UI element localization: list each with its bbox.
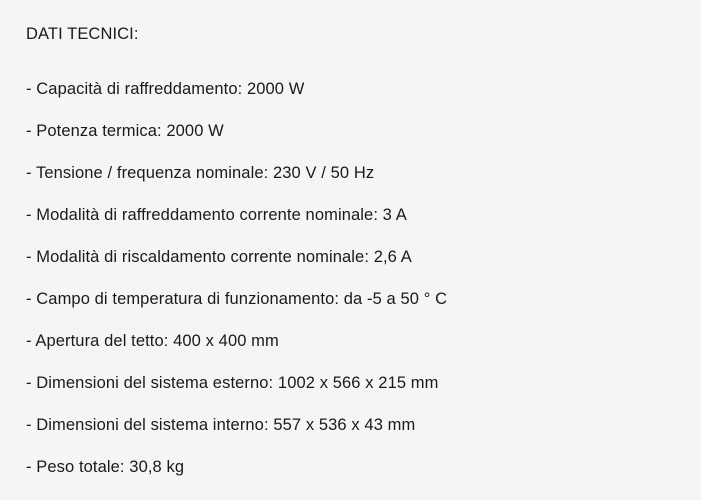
list-item: - Tensione / frequenza nominale: 230 V / 50 Hz bbox=[26, 164, 375, 182]
list-item: - Campo di temperatura di funzionamento: da -5 a 50 ° C bbox=[26, 290, 448, 308]
list-item: - Modalità di riscaldamento corrente nominale: 2,6 A bbox=[26, 248, 412, 266]
list-item: - Dimensioni del sistema esterno: 1002 x 566 x 215 mm bbox=[26, 374, 439, 392]
page-title: DATI TECNICI: bbox=[26, 25, 139, 43]
list-item: - Apertura del tetto: 400 x 400 mm bbox=[26, 332, 279, 350]
list-item: - Potenza termica: 2000 W bbox=[26, 122, 224, 140]
list-item: - Modalità di raffreddamento corrente nominale: 3 A bbox=[26, 206, 407, 224]
specifications-list bbox=[26, 68, 677, 488]
list-item: - Dimensioni del sistema interno: 557 x 536 x 43 mm bbox=[26, 416, 416, 434]
list-item: - Capacità di raffreddamento: 2000 W bbox=[26, 80, 305, 98]
list-item: - Peso totale: 30,8 kg bbox=[26, 458, 185, 476]
